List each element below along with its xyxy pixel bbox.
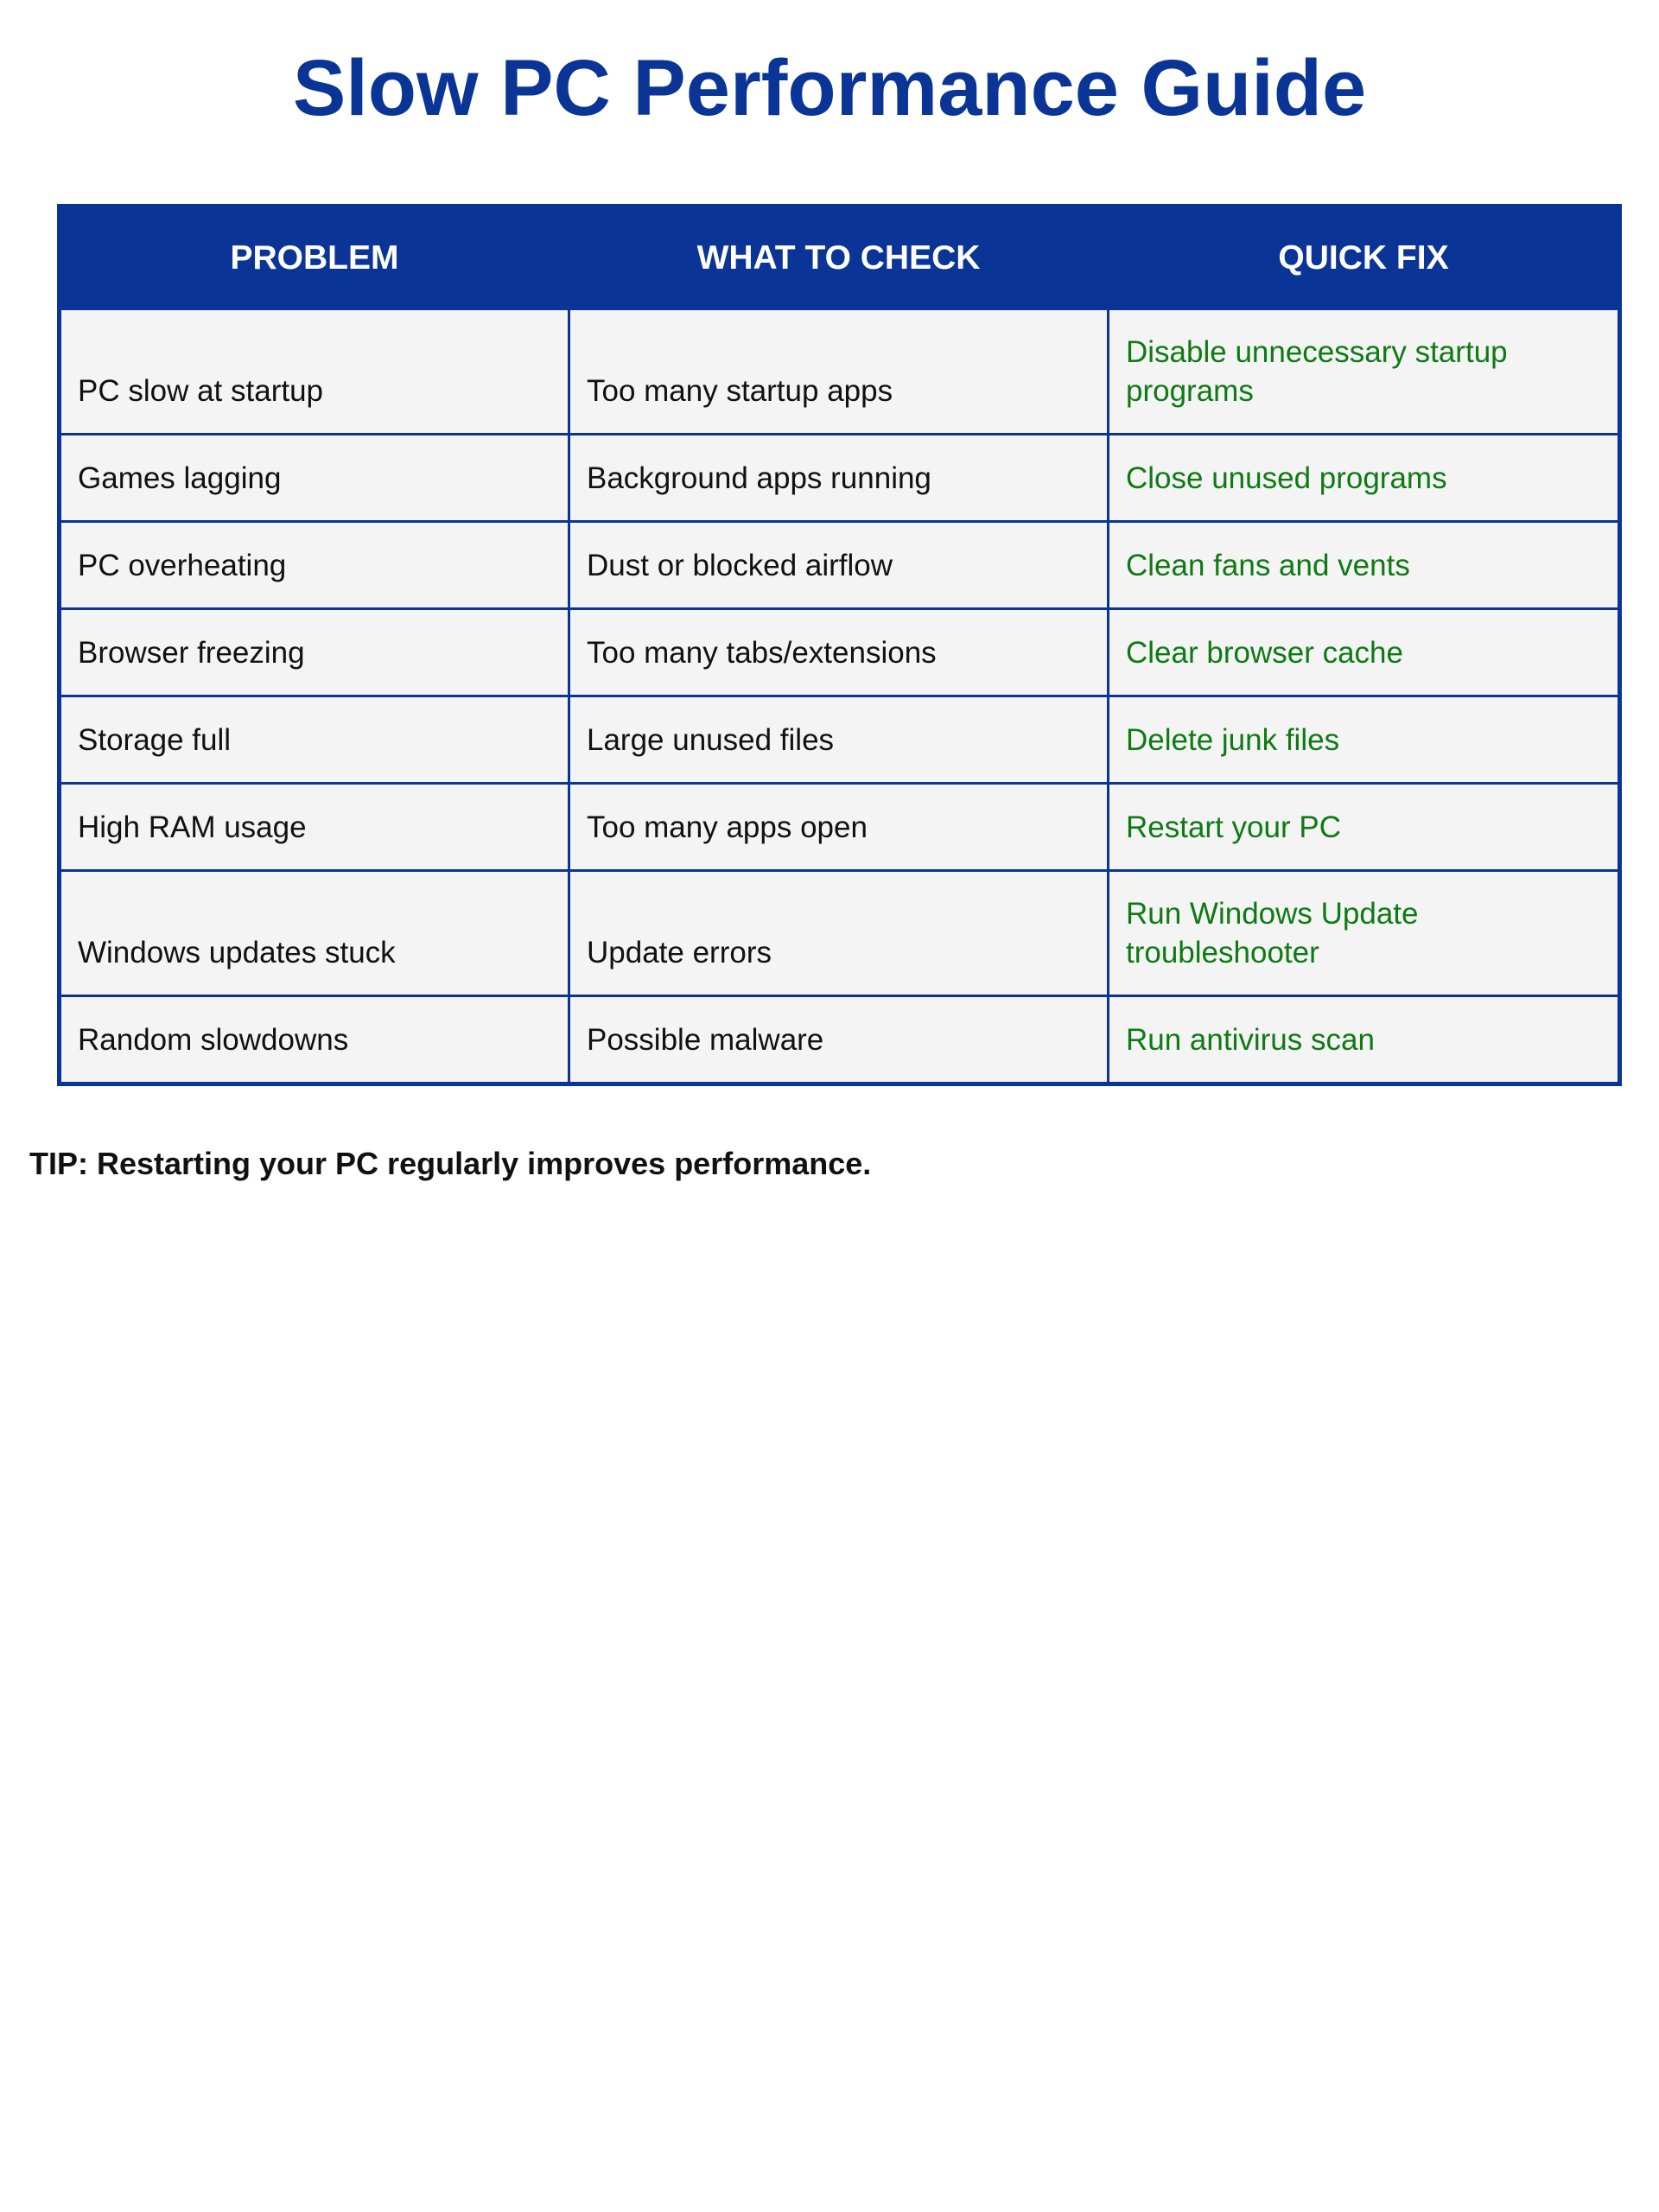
problem-cell: High RAM usage [60, 784, 569, 871]
table-row [60, 996, 1620, 1084]
performance-table [57, 204, 1622, 1086]
fix-cell: Clear browser cache [1109, 609, 1620, 696]
problem-cell: Windows updates stuck [60, 871, 569, 996]
check-cell: Possible malware [569, 996, 1109, 1084]
table-header-row [60, 207, 1620, 309]
table-row [60, 435, 1620, 522]
fix-cell: Disable unnecessary startup programs [1109, 309, 1620, 435]
fix-cell: Restart your PC [1109, 784, 1620, 871]
check-cell: Update errors [569, 871, 1109, 996]
check-cell: Large unused files [569, 696, 1109, 784]
table-row [60, 696, 1620, 784]
problem-cell: Games lagging [60, 435, 569, 522]
page-title: Slow PC Performance Guide [292, 44, 1367, 132]
check-cell: Background apps running [569, 435, 1109, 522]
fix-cell: Run antivirus scan [1109, 996, 1620, 1084]
table-row [60, 784, 1620, 871]
column-header-problem: PROBLEM [60, 207, 569, 309]
table-row [60, 522, 1620, 609]
problem-cell: PC slow at startup [60, 309, 569, 435]
tip-text: TIP: Restarting your PC regularly improves performance. [29, 1146, 872, 1181]
table-row [60, 309, 1620, 435]
table-row [60, 871, 1620, 996]
problem-cell: PC overheating [60, 522, 569, 609]
fix-cell: Close unused programs [1109, 435, 1620, 522]
fix-cell: Delete junk files [1109, 696, 1620, 784]
problem-cell: Random slowdowns [60, 996, 569, 1084]
fix-cell: Clean fans and vents [1109, 522, 1620, 609]
column-header-quick-fix: QUICK FIX [1109, 207, 1620, 309]
fix-cell: Run Windows Update troubleshooter [1109, 871, 1620, 996]
column-header-what-to-check: WHAT TO CHECK [569, 207, 1109, 309]
table-row [60, 609, 1620, 696]
check-cell: Too many apps open [569, 784, 1109, 871]
problem-cell: Browser freezing [60, 609, 569, 696]
problem-cell: Storage full [60, 696, 569, 784]
check-cell: Dust or blocked airflow [569, 522, 1109, 609]
check-cell: Too many startup apps [569, 309, 1109, 435]
check-cell: Too many tabs/extensions [569, 609, 1109, 696]
